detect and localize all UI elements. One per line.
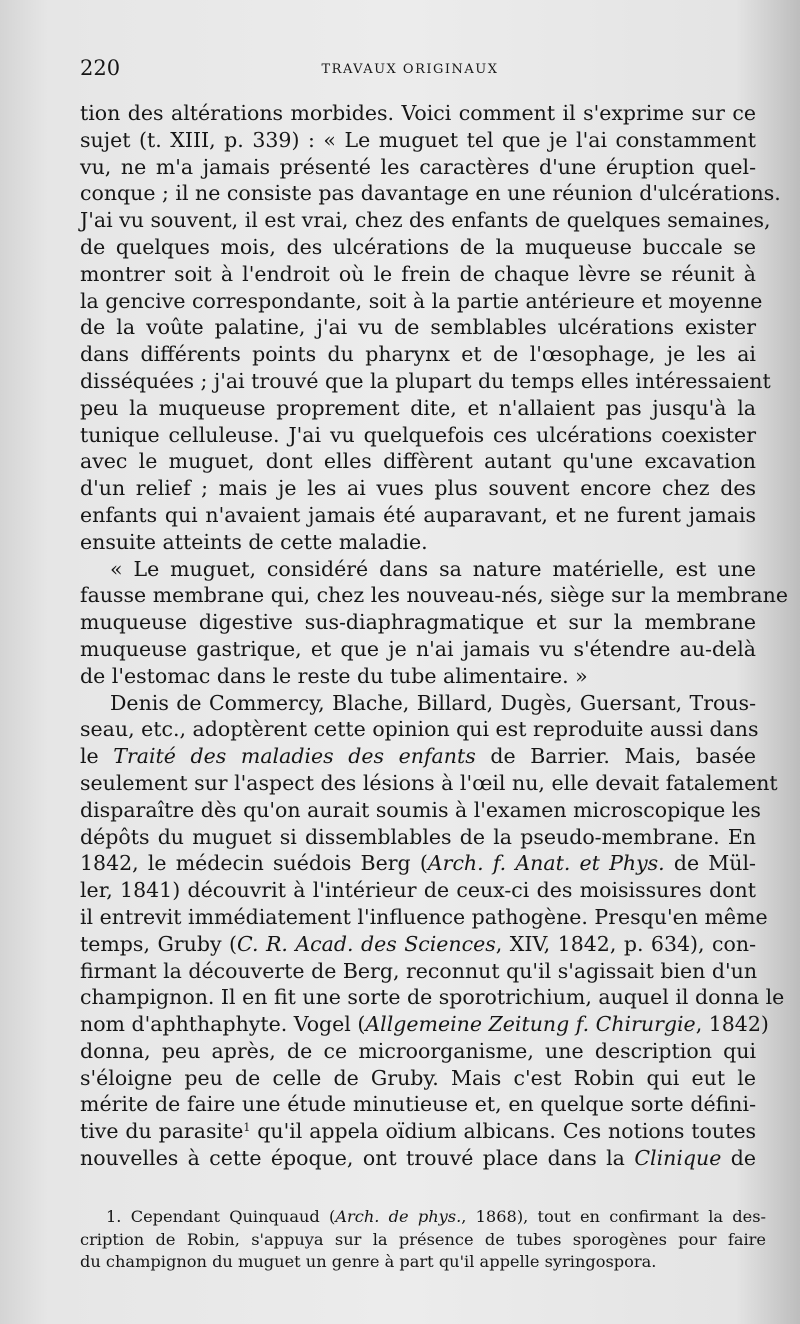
footnote-line xyxy=(80,1206,766,1229)
text-run: qu'il appela oïdium albicans. Ces notions toutes xyxy=(250,1119,756,1144)
text-line: montrer soit à l'endroit où le frein de chaque lèvre se réunit à xyxy=(80,261,756,286)
text-line: muqueuse gastrique, et que je n'ai jamais vu s'étendre au-delà xyxy=(80,636,756,661)
text-line: avec le muguet, dont elles diffèrent autant qu'une excavation xyxy=(80,449,756,474)
book-title-italic: Traité des maladies des enfants xyxy=(113,744,476,769)
text-line: dans différents points du pharynx et de l'œsophage, je les ai xyxy=(80,342,756,367)
paragraph-2 xyxy=(80,556,788,690)
text-line xyxy=(80,1145,756,1172)
journal-title-italic: C. R. Acad. des Sciences xyxy=(237,931,496,956)
text-line: sujet (t. XIII, p. 339) : « Le muguet tel que je l'ai constamment xyxy=(80,127,756,152)
text-run: de Barrier. Mais, basée xyxy=(475,744,756,769)
text-run: nom d'aphthaphyte. Vogel ( xyxy=(80,1012,366,1037)
text-line: conque ; il ne consiste pas davantage en une réunion d'ulcérations. xyxy=(80,181,781,206)
text-line: muqueuse digestive sus-diaphragmatique et sur la membrane xyxy=(80,610,756,635)
journal-title-italic: Allgemeine Zeitung f. Chirurgie xyxy=(365,1012,696,1037)
text-run: nouvelles à cette époque, ont trouvé place dans la xyxy=(80,1146,635,1171)
text-run: de xyxy=(721,1146,757,1171)
text-line: seau, etc., adoptèrent cette opinion qui est reproduite aussi dans xyxy=(80,717,759,742)
text-line: ler, 1841) découvrit à l'intérieur de ceux-ci des moisissures dont xyxy=(80,878,756,903)
text-line xyxy=(80,743,756,770)
text-line xyxy=(80,931,756,958)
text-line: Denis de Commercy, Blache, Billard, Dugès, Guersant, Trous- xyxy=(110,690,756,715)
text-line: firmant la découverte de Berg, reconnut qu'il s'agissait bien d'un xyxy=(80,958,758,983)
text-line: fausse membrane qui, chez les nouveau-nés, siège sur la membrane xyxy=(80,583,788,608)
text-run: 1. Cependant Quinquaud ( xyxy=(106,1207,336,1226)
text-line: disséquées ; j'ai trouvé que la plupart du temps elles intéressaient xyxy=(80,368,771,393)
text-run: 1842, le médecin suédois Berg ( xyxy=(80,851,428,876)
text-line: d'un relief ; mais je les ai vues plus souvent encore chez des xyxy=(80,476,756,501)
text-line xyxy=(80,1118,756,1145)
paragraph-3 xyxy=(80,690,785,1172)
text-line: dépôts du muguet si dissemblables de la pseudo-membrane. En xyxy=(80,824,756,849)
footnote xyxy=(80,1206,766,1274)
journal-title-italic: Arch. de phys. xyxy=(335,1207,462,1226)
text-line: J'ai vu souvent, il est vrai, chez des enfants de quelques semaines, xyxy=(80,208,771,233)
text-line: s'éloigne peu de celle de Gruby. Mais c'est Robin qui eut le xyxy=(80,1065,756,1090)
text-line: peu la muqueuse proprement dite, et n'allaient pas jusqu'à la xyxy=(80,395,756,420)
text-line: de l'estomac dans le reste du tube alimentaire. » xyxy=(80,663,588,688)
text-line: donna, peu après, de ce microorganisme, une description qui xyxy=(80,1038,756,1063)
page-number: 220 xyxy=(80,56,121,80)
page-header xyxy=(80,56,740,90)
text-run: temps, Gruby ( xyxy=(80,931,237,956)
text-line: champignon. Il en fit une sorte de sporotrichium, auquel il donna le xyxy=(80,985,785,1010)
text-line: enfants qui n'avaient jamais été auparavant, et ne furent jamais xyxy=(80,502,756,527)
text-run: tive du parasite xyxy=(80,1119,244,1144)
text-line: la gencive correspondante, soit à la partie antérieure et moyenne xyxy=(80,288,763,313)
text-line: « Le muguet, considéré dans sa nature matérielle, est une xyxy=(110,556,756,581)
text-line xyxy=(80,850,756,877)
text-line: vu, ne m'a jamais présenté les caractères d'une éruption quel- xyxy=(80,154,756,179)
text-line: de quelques mois, des ulcérations de la muqueuse buccale se xyxy=(80,234,756,259)
text-line: tion des altérations morbides. Voici comment il s'exprime sur ce xyxy=(80,101,756,125)
paragraph-1 xyxy=(80,100,781,556)
text-line: seulement sur l'aspect des lésions à l'œil nu, elle devait fatalement xyxy=(80,770,778,795)
text-line: tunique celluleuse. J'ai vu quelquefois ces ulcérations coexister xyxy=(80,422,756,447)
text-line: il entrevit immédiatement l'influence pathogène. Presqu'en même xyxy=(80,904,768,929)
text-run: , 1842) xyxy=(695,1012,769,1037)
text-line: de la voûte palatine, j'ai vu de semblables ulcérations exister xyxy=(80,315,756,340)
running-head: TRAVAUX ORIGINAUX xyxy=(321,62,499,77)
text-run: de Mül- xyxy=(664,851,756,876)
text-run: , 1868), tout en confirmant la des- xyxy=(461,1207,766,1226)
text-run: , XIV, 1842, p. 634), con- xyxy=(495,931,756,956)
footnote-marker: 1 xyxy=(243,1121,251,1135)
book-title-italic: Clinique xyxy=(634,1146,722,1171)
journal-title-italic: Arch. f. Anat. et Phys. xyxy=(427,851,665,876)
text-line: ensuite atteints de cette maladie. xyxy=(80,529,428,554)
footnote-line: du champignon du muguet un genre à part qu'il appelle syringospora. xyxy=(80,1252,657,1271)
text-line xyxy=(80,1011,769,1038)
text-line: disparaître dès qu'on aurait soumis à l'examen microscopique les xyxy=(80,797,761,822)
footnote-line: cription de Robin, s'appuya sur la présence de tubes sporogènes pour faire xyxy=(80,1229,766,1249)
text-run: le xyxy=(80,744,114,769)
body-text xyxy=(80,100,788,1172)
text-line: mérite de faire une étude minutieuse et, en quelque sorte défini- xyxy=(80,1092,756,1117)
